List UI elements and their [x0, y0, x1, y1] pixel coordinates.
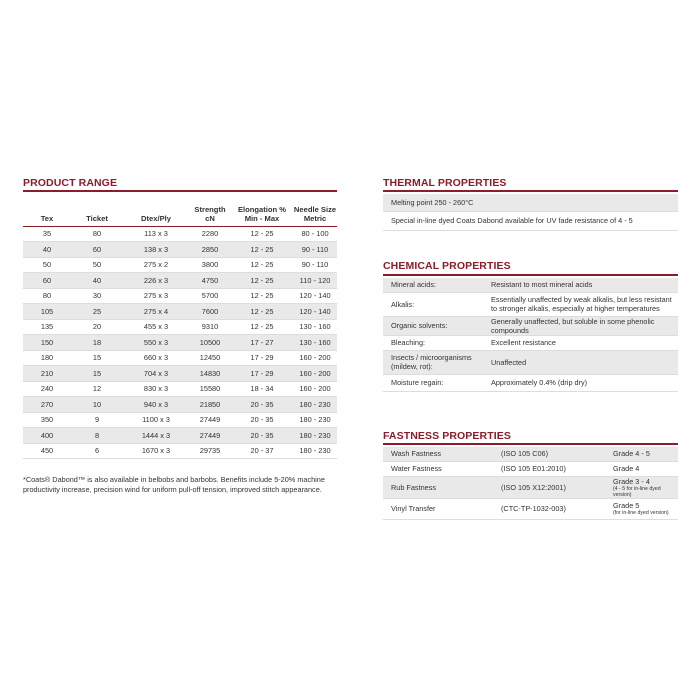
cell-elong: 12 - 25 [231, 257, 293, 273]
cell-dtex: 704 x 3 [123, 366, 189, 382]
cell-ticket: 15 [71, 366, 123, 382]
fastness-standard: (ISO 105 E01:2010) [493, 461, 613, 476]
chemical-value: Unaffected [483, 350, 678, 374]
cell-ticket: 50 [71, 257, 123, 273]
table-row [23, 412, 337, 428]
table-row [383, 316, 678, 335]
cell-elong: 12 - 25 [231, 319, 293, 335]
cell-elong: 12 - 25 [231, 273, 293, 289]
cell-elong: 17 - 29 [231, 350, 293, 366]
cell-elong: 12 - 25 [231, 288, 293, 304]
fastness-label: Water Fastness [383, 461, 493, 476]
cell-elong: 17 - 29 [231, 366, 293, 382]
cell-ticket: 6 [71, 443, 123, 459]
header-elongation-line1: Elongation % [237, 204, 287, 214]
chemical-value: Generally unaffected, but soluble in some phenolic compounds [483, 316, 678, 335]
cell-needle: 180 - 230 [293, 397, 337, 413]
cell-dtex: 275 x 4 [123, 304, 189, 320]
header-tex: Tex [40, 213, 54, 223]
table-row [23, 335, 337, 351]
table-row [23, 319, 337, 335]
cell-tex: 80 [23, 288, 71, 304]
cell-dtex: 455 x 3 [123, 319, 189, 335]
chemical-label: Moisture regain: [383, 374, 483, 391]
cell-ticket: 25 [71, 304, 123, 320]
chemical-value: Approximately 0.4% (drip dry) [483, 374, 678, 391]
cell-elong: 12 - 25 [231, 304, 293, 320]
thermal-row-2: Special in-line dyed Coats Dabond available for UV fade resistance of 4 - 5 [383, 211, 678, 230]
table-row [383, 476, 678, 498]
cell-ticket: 20 [71, 319, 123, 335]
table-row [383, 194, 678, 211]
cell-tex: 40 [23, 242, 71, 258]
fastness-standard: (ISO 105 C06) [493, 447, 613, 461]
chemical-title: CHEMICAL PROPERTIES [383, 260, 511, 272]
table-row [23, 428, 337, 444]
cell-ticket: 60 [71, 242, 123, 258]
cell-dtex: 660 x 3 [123, 350, 189, 366]
cell-strength: 10500 [189, 335, 231, 351]
cell-strength: 4750 [189, 273, 231, 289]
cell-needle: 120 - 140 [293, 304, 337, 320]
product-range-table [23, 196, 337, 459]
table-row [23, 257, 337, 273]
cell-needle: 80 - 100 [293, 226, 337, 242]
table-row [23, 273, 337, 289]
cell-tex: 135 [23, 319, 71, 335]
cell-elong: 12 - 25 [231, 242, 293, 258]
table-row [383, 447, 678, 461]
header-ticket: Ticket [86, 213, 108, 223]
cell-needle: 120 - 140 [293, 288, 337, 304]
table-row [23, 226, 337, 242]
product-range-footnote: *Coats® Dabond™ is also available in belbobs and barbobs. Benefits include 5-20% machine productivity increase, precision wind for uniform pull-off tension, improved stitch appearance. [23, 475, 325, 494]
fastness-label: Vinyl Transfer [383, 498, 493, 519]
table-row [23, 397, 337, 413]
cell-needle: 110 - 120 [293, 273, 337, 289]
cell-tex: 210 [23, 366, 71, 382]
table-row [383, 211, 678, 230]
cell-tex: 60 [23, 273, 71, 289]
cell-strength: 21850 [189, 397, 231, 413]
cell-needle: 180 - 230 [293, 443, 337, 459]
cell-needle: 90 - 110 [293, 242, 337, 258]
cell-elong: 18 - 34 [231, 381, 293, 397]
cell-tex: 270 [23, 397, 71, 413]
chemical-rule [383, 274, 678, 276]
cell-dtex: 1444 x 3 [123, 428, 189, 444]
cell-tex: 240 [23, 381, 71, 397]
cell-needle: 180 - 230 [293, 412, 337, 428]
fastness-label: Wash Fastness [383, 447, 493, 461]
fastness-grade-cell [613, 498, 678, 519]
cell-ticket: 80 [71, 226, 123, 242]
table-row [383, 350, 678, 374]
cell-ticket: 10 [71, 397, 123, 413]
fastness-grade-cell [613, 447, 678, 461]
fastness-note: (for in-line dyed version) [613, 510, 669, 516]
product-range-header-row [23, 196, 337, 226]
cell-strength: 2850 [189, 242, 231, 258]
cell-needle: 180 - 230 [293, 428, 337, 444]
cell-dtex: 275 x 3 [123, 288, 189, 304]
cell-elong: 20 - 35 [231, 397, 293, 413]
thermal-table [383, 194, 678, 231]
thermal-title: THERMAL PROPERTIES [383, 177, 507, 189]
table-row [23, 288, 337, 304]
cell-tex: 450 [23, 443, 71, 459]
cell-dtex: 275 x 2 [123, 257, 189, 273]
cell-needle: 130 - 160 [293, 335, 337, 351]
table-row [383, 278, 678, 292]
table-row [23, 304, 337, 320]
chemical-label: Organic solvents: [383, 316, 483, 335]
cell-needle: 160 - 200 [293, 381, 337, 397]
table-row [23, 381, 337, 397]
cell-dtex: 226 x 3 [123, 273, 189, 289]
cell-strength: 27449 [189, 428, 231, 444]
header-needle-line1: Needle Size [293, 204, 337, 214]
cell-elong: 20 - 35 [231, 412, 293, 428]
table-row [23, 350, 337, 366]
fastness-grade: Grade 4 - 5 [613, 449, 650, 459]
thermal-row-1: Melting point 250 - 260°C [383, 194, 678, 211]
cell-tex: 400 [23, 428, 71, 444]
fastness-note: (4 - 5 for in-line dyed version) [613, 485, 661, 498]
header-elongation-line2: Min - Max [244, 213, 280, 223]
chemical-table [383, 278, 678, 392]
fastness-grade: Grade 4 [613, 464, 640, 473]
fastness-grade: Grade 5 [613, 501, 640, 510]
fastness-standard: (CTC-TP-1032-003) [493, 498, 613, 519]
cell-needle: 160 - 200 [293, 350, 337, 366]
table-row [383, 498, 678, 519]
chemical-label: Mineral acids: [383, 278, 483, 292]
cell-elong: 20 - 35 [231, 428, 293, 444]
product-range-rule [23, 190, 337, 192]
cell-needle: 90 - 110 [293, 257, 337, 273]
cell-elong: 20 - 37 [231, 443, 293, 459]
cell-strength: 12450 [189, 350, 231, 366]
cell-dtex: 138 x 3 [123, 242, 189, 258]
cell-ticket: 40 [71, 273, 123, 289]
fastness-grade: Grade 3 - 4 [613, 476, 650, 486]
fastness-rule [383, 443, 678, 445]
cell-needle: 130 - 160 [293, 319, 337, 335]
cell-tex: 35 [23, 226, 71, 242]
header-elongation [231, 196, 293, 226]
chemical-label: Insects / microorganisms (mildew, rot): [383, 350, 483, 374]
cell-ticket: 18 [71, 335, 123, 351]
cell-elong: 12 - 25 [231, 226, 293, 242]
cell-elong: 17 - 27 [231, 335, 293, 351]
header-strength-line2: cN [205, 213, 215, 223]
cell-dtex: 1100 x 3 [123, 412, 189, 428]
cell-tex: 105 [23, 304, 71, 320]
table-row [383, 374, 678, 391]
cell-ticket: 9 [71, 412, 123, 428]
header-needle [293, 196, 337, 226]
cell-ticket: 15 [71, 350, 123, 366]
chemical-value: Essentially unaffected by weak alkalis, but less resistant to stronger alkalis, especially at higher temperatures [483, 292, 678, 316]
fastness-title: FASTNESS PROPERTIES [383, 430, 511, 442]
thermal-rule [383, 190, 678, 192]
cell-ticket: 30 [71, 288, 123, 304]
fastness-standard: (ISO 105 X12:2001) [493, 476, 613, 498]
cell-strength: 7600 [189, 304, 231, 320]
cell-strength: 27449 [189, 412, 231, 428]
chemical-value: Excellent resistance [483, 335, 678, 350]
cell-tex: 180 [23, 350, 71, 366]
cell-tex: 50 [23, 257, 71, 273]
table-row [23, 366, 337, 382]
cell-ticket: 8 [71, 428, 123, 444]
cell-strength: 2280 [189, 226, 231, 242]
table-row [23, 242, 337, 258]
cell-strength: 9310 [189, 319, 231, 335]
table-row [383, 335, 678, 350]
cell-tex: 350 [23, 412, 71, 428]
fastness-table [383, 447, 678, 520]
header-dtex: Dtex/Ply [141, 213, 171, 223]
header-needle-line2: Metric [303, 213, 327, 223]
fastness-grade-cell [613, 476, 678, 498]
fastness-grade-cell [613, 461, 678, 476]
cell-strength: 3800 [189, 257, 231, 273]
cell-dtex: 940 x 3 [123, 397, 189, 413]
cell-tex: 150 [23, 335, 71, 351]
cell-needle: 160 - 200 [293, 366, 337, 382]
cell-dtex: 1670 x 3 [123, 443, 189, 459]
chemical-label: Bleaching: [383, 335, 483, 350]
chemical-label: Alkalis: [383, 292, 483, 316]
table-row [383, 461, 678, 476]
header-strength [189, 196, 231, 226]
fastness-label: Rub Fastness [383, 476, 493, 498]
table-row [383, 292, 678, 316]
header-strength-line1: Strength [194, 204, 226, 214]
cell-strength: 14830 [189, 366, 231, 382]
cell-strength: 5700 [189, 288, 231, 304]
cell-dtex: 550 x 3 [123, 335, 189, 351]
cell-ticket: 12 [71, 381, 123, 397]
cell-dtex: 830 x 3 [123, 381, 189, 397]
table-row [23, 443, 337, 459]
cell-strength: 29735 [189, 443, 231, 459]
product-range-title: PRODUCT RANGE [23, 177, 118, 189]
cell-dtex: 113 x 3 [123, 226, 189, 242]
cell-strength: 15580 [189, 381, 231, 397]
chemical-value: Resistant to most mineral acids [483, 278, 678, 292]
